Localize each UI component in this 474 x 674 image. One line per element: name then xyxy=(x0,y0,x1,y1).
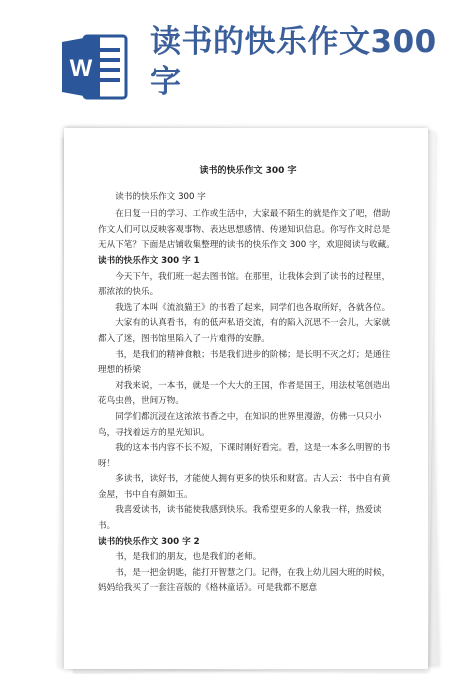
page-header xyxy=(0,0,474,128)
paragraph: 书，是一把金钥匙，能打开智慧之门。记得，在我上幼儿园大班的时候，妈妈给我买了一套注音版的《格林童话》。可是我都不愿意 xyxy=(98,567,391,594)
paragraph: 我选了本叫《流浪猫王》的书看了起来，同学们也各取所好，各就各位。 xyxy=(115,302,391,313)
paragraph: 同学们都沉浸在这浓浓书香之中，在知识的世界里漫游，仿佛一只只小鸟，寻找着远方的星光知识。 xyxy=(98,411,382,438)
document-preview xyxy=(58,128,436,669)
paragraph: 多读书，读好书，才能使人拥有更多的快乐和财富。古人云：书中自有黄金屋，书中自有颜如玉。 xyxy=(98,474,391,500)
document-page xyxy=(64,128,428,669)
word-icon-letter: W xyxy=(69,55,93,82)
document-subtitle: 读书的快乐作文 300 字 xyxy=(115,191,206,202)
paragraph: 我的这本书内容不长不短，下课时刚好看完。看，这是一本多么明智的书呀！ xyxy=(98,443,391,469)
document-title: 读书的快乐作文 300 字 xyxy=(199,166,297,176)
paragraph: 今天下午，我们班一起去图书馆。在那里，让我体会到了读书的过程里，那浓浓的快乐。 xyxy=(98,271,391,298)
section-heading: 读书的快乐作文 300 字 1 xyxy=(98,255,200,266)
paragraph: 对我来说，一本书，就是一个大大的王国，作者是国王，用法杖笔创造出花鸟虫兽，世间万物。 xyxy=(98,380,391,407)
paragraph: 书，是我们的朋友，也是我们的老师。 xyxy=(115,552,262,563)
intro-paragraph: 在日复一日的学习、工作或生活中，大家最不陌生的就是作文了吧，借助作文人们可以反映客观事物、表达思想感情、传递知识信息。你写作文时总是无从下笔？下面是店铺收集整理的读书的快乐作文 300 字，欢迎阅读与收藏。 xyxy=(98,209,395,251)
word-document-icon xyxy=(62,32,128,102)
paragraph: 书，是我们的精神食粮；书是我们进步的阶梯；是长明不灭之灯；是通往理想的桥梁 xyxy=(98,349,391,376)
paragraph: 我喜爱读书，读书能使我感到快乐。我希望更多的人象我一样，热爱读书。 xyxy=(98,505,382,532)
page-title: 读书的快乐作文300字 xyxy=(150,24,437,100)
document-body xyxy=(98,164,398,597)
section-heading: 读书的快乐作文 300 字 2 xyxy=(98,536,200,547)
paragraph: 大家有的认真看书，有的低声私语交流，有的陷入沉思不一会儿，大家就都入了迷，图书馆里陷入了一片难得的安静。 xyxy=(98,318,391,344)
